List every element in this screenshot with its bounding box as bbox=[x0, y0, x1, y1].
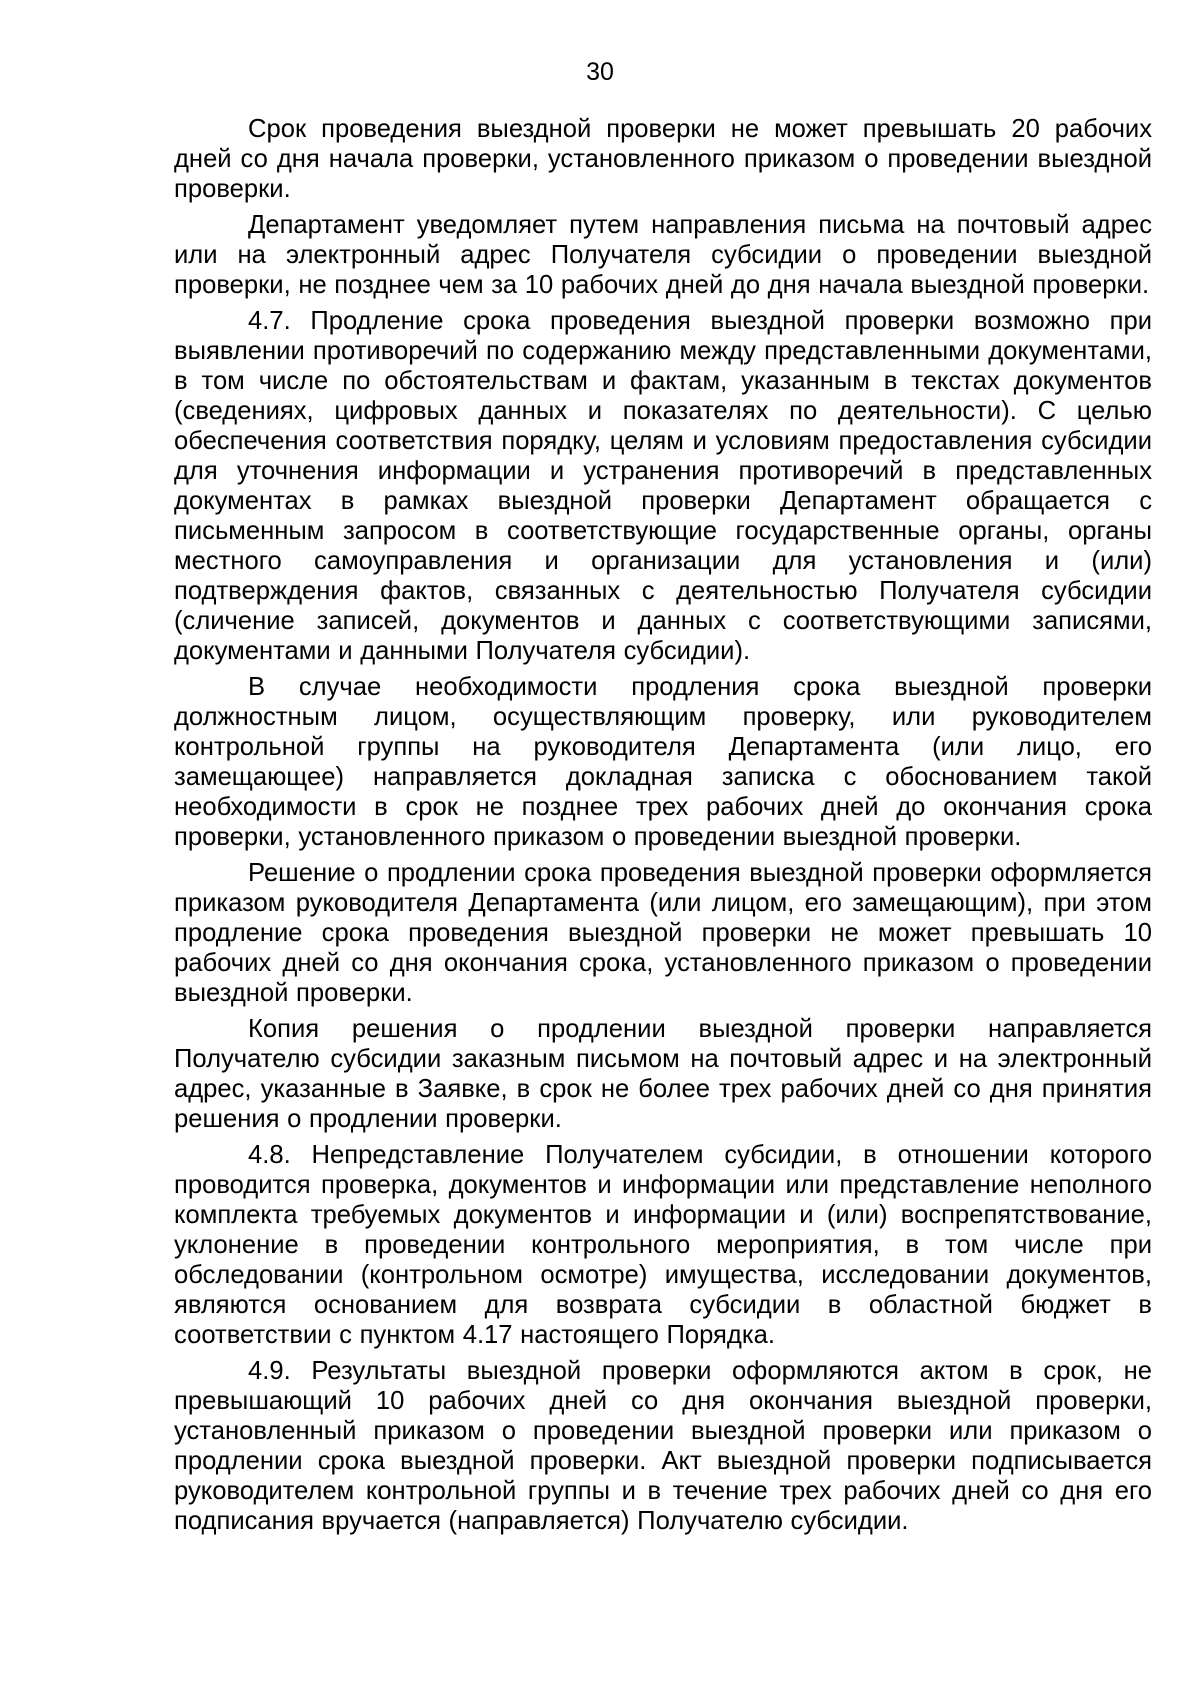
paragraph-4-9-results: 4.9. Результаты выездной проверки оформляются актом в срок, не превышающий 10 рабочих дней со дня окончания выездной проверки, установленный приказом о проведении выездной проверки или приказом о продлении срока выездной проверки. Акт выездной проверки подписывается руководителем контрольной группы и в течение трех рабочих дней со дня его подписания вручается (направляется) Получателю субсидии. bbox=[174, 1357, 1152, 1535]
paragraph-4-8-non-submission: 4.8. Непредставление Получателем субсидии, в отношении которого проводится проверка, документов и информации или представление неполного комплекта требуемых документов и информации и (или) воспрепятствование, уклонение в проведении контрольного мероприятия, в том числе при обследовании (контрольном осмотре) имущества, исследовании документов, являются основанием для возврата субсидии в областной бюджет в соответствии с пунктом 4.17 настоящего Порядка. bbox=[174, 1141, 1152, 1349]
page-number: 30 bbox=[586, 58, 614, 86]
document-body bbox=[174, 114, 1152, 1542]
paragraph-extension-decision: Решение о продлении срока проведения выездной проверки оформляется приказом руководителя Департамента (или лицом, его замещающим), при этом продление срока проведения выездной проверки не может превышать 10 рабочих дней со дня окончания срока, установленного приказом о проведении выездной проверки. bbox=[174, 859, 1152, 1007]
paragraph-notification: Департамент уведомляет путем направления письма на почтовый адрес или на электронный адрес Получателя субсидии о проведении выездной проверки, не позднее чем за 10 рабочих дней до дня начала выездной проверки. bbox=[174, 211, 1152, 299]
paragraph-extension-memo: В случае необходимости продления срока выездной проверки должностным лицом, осуществляющим проверку, или руководителем контрольной группы на руководителя Департамента (или лицо, его замещающее) направляется докладная записка с обоснованием такой необходимости в срок не позднее трех рабочих дней до окончания срока проверки, установленного приказом о проведении выездной проверки. bbox=[174, 673, 1152, 851]
paragraph-4-7-extension: 4.7. Продление срока проведения выездной проверки возможно при выявлении противоречий по содержанию между представленными документами, в том числе по обстоятельствам и фактам, указанным в текстах документов (сведениях, цифровых данных и показателях по деятельности). С целью обеспечения соответствия порядку, целям и условиям предоставления субсидии для уточнения информации и устранения противоречий в представленных документах в рамках выездной проверки Департамент обращается с письменным запросом в соответствующие государственные органы, органы местного самоуправления и организации для установления и (или) подтверждения фактов, связанных с деятельностью Получателя субсидии (сличение записей, документов и данных с соответствующими записями, документами и данными Получателя субсидии). bbox=[174, 307, 1152, 665]
paragraph-inspection-duration: Срок проведения выездной проверки не может превышать 20 рабочих дней со дня начала проверки, установленного приказом о проведении выездной проверки. bbox=[174, 115, 1152, 203]
paragraph-decision-copy: Копия решения о продлении выездной проверки направляется Получателю субсидии заказным письмом на почтовый адрес и на электронный адрес, указанные в Заявке, в срок не более трех рабочих дней со дня принятия решения о продлении проверки. bbox=[174, 1015, 1152, 1133]
